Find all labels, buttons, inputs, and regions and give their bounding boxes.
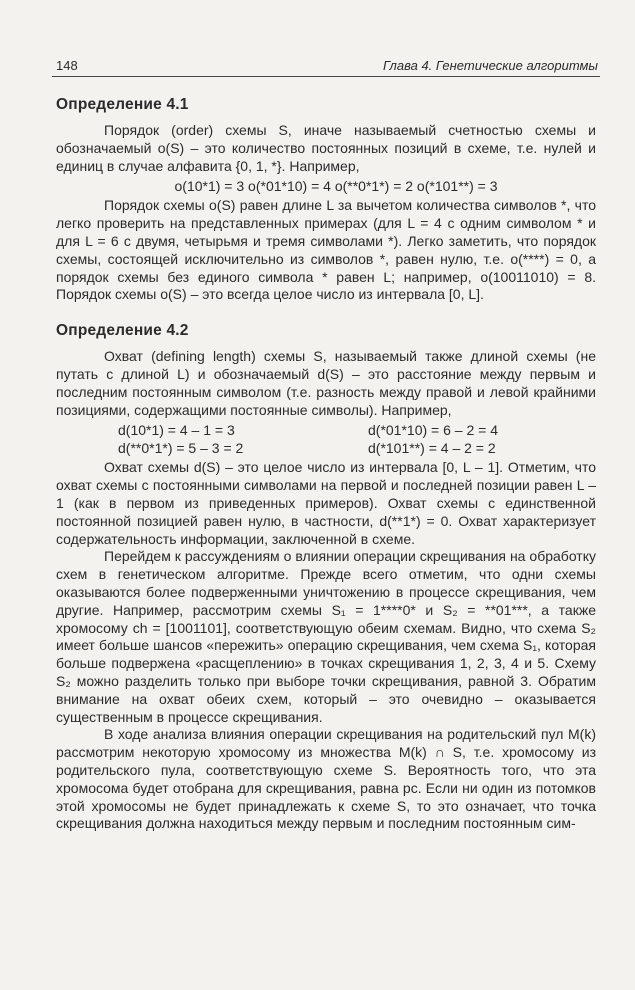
chapter-title: Глава 4. Генетические алгоритмы (383, 58, 598, 73)
page-header (52, 56, 600, 77)
formula-item: d(*01*10) = 6 – 2 = 4 (368, 422, 498, 439)
def2-formula-grid (56, 421, 596, 457)
definition-4-2-title: Определение 4.2 (56, 322, 189, 340)
formula-item: d(10*1) = 4 – 1 = 3 (118, 422, 235, 439)
def2-paragraph-2: Охват схемы d(S) – это целое число из интервала [0, L – 1]. Отметим, что охват схемы с постоянными символами на первой и последней позиции равен L – 1 (как в первом из приведенных примеров). Охват схемы с единственной постоянной позицией равен нулю, в частности, d(**1*) = 0. Охват характеризует содержательность информации, заключенной в схеме. (56, 459, 596, 547)
def2-paragraph-3: Перейдем к рассуждениям о влиянии операции скрещивания на обработку схем в генетическом алгоритме. Прежде всего отметим, что одни схемы оказываются более подверженными уничтожению в процессе скрещивания, чем другие. Например, рассмотрим схемы S₁ = 1****0* и S₂ = **01***, а также хромосому ch = [1001101], соответствующую обеим схемам. Видно, что схема S₂ имеет больше шансов «пережить» операцию скрещивания, чем схема S₁, которая больше подвержена «расщеплению» в точках скрещивания 1, 2, 3, 4 и 5. Схему S₂ можно разделить только при выборе точки скрещивания, равной 3. Обратим внимание на охват обеих схем, который – это очевидно – оказывается существенным в процессе скрещивания. (56, 548, 596, 725)
def1-formula: o(10*1) = 3 o(*01*10) = 4 o(**0*1*) = 2 o(*101**) = 3 (174, 178, 498, 195)
formula-item: d(*101**) = 4 – 2 = 2 (368, 440, 496, 457)
definition-4-1-title: Определение 4.1 (56, 96, 189, 113)
page-number: 148 (56, 58, 78, 73)
def2-paragraph-4: В ходе анализа влияния операции скрещивания на родительский пул M(k) рассмотрим некоторую хромосому из множества M(k) ∩ S, т.е. хромосому из родительского пула, соответствующую схеме S. Вероятность того, что эта хромосома будет отобрана для скрещивания, равна pc. Если ни один из потомков этой хромосомы не будет принадлежать к схеме S, то это означает, что точка скрещивания должна находиться между первым и последним постоянным сим- (56, 726, 596, 832)
page-content (56, 96, 596, 833)
def1-paragraph-1: Порядок (order) схемы S, иначе называемый счетностью схемы и обозначаемый o(S) – это количество постоянных позиций в схеме, т.е. нулей и единиц в случае алфавита {0, 1, *}. Например, (56, 122, 596, 174)
def2-paragraph-1: Охват (defining length) схемы S, называемый также длиной схемы (не путать с длиной L) и обозначаемый d(S) – это расстояние между первым и последним постоянным символом (т.е. разность между правой и левой крайними позициями, содержащими постоянные символы). Например, (56, 348, 596, 418)
def1-paragraph-2: Порядок схемы o(S) равен длине L за вычетом количества символов *, что легко проверить на представленных примерах (для L = 4 с одним символом * и для L = 6 с двумя, четырьмя и тремя символами *). Легко заметить, что порядок схемы, состоящей исключительно из символов *, равен нулю, т.е. o(****) = 0, а порядок схемы без единого символа * равен L; например, o(10011010) = 8. Порядок схемы o(S) – это всегда целое число из интервала [0, L]. (56, 197, 596, 303)
formula-item: d(**0*1*) = 5 – 3 = 2 (118, 440, 244, 457)
